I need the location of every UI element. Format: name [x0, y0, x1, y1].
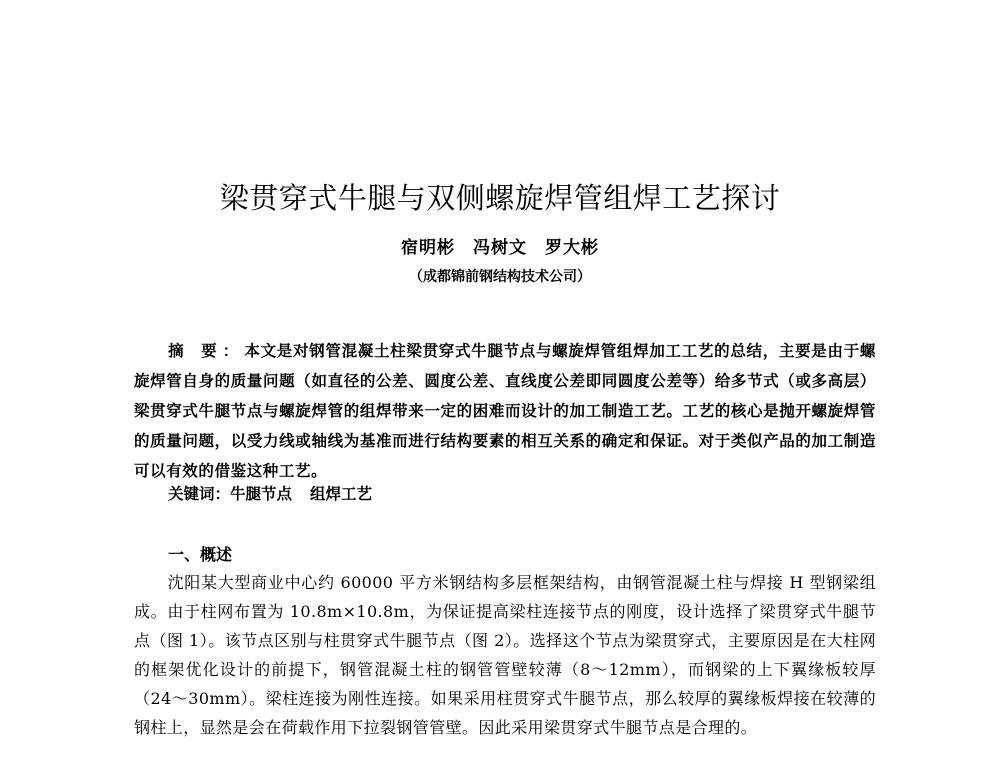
- paper-title: 梁贯穿式牛腿与双侧螺旋焊管组焊工艺探讨: [219, 181, 781, 215]
- keywords-label: 关键词：: [168, 485, 231, 503]
- body-paragraph: 沈阳某大型商业中心约 60000 平方米钢结构多层框架结构，由钢管混凝土柱与焊接 H 型钢梁组成。由于柱网布置为 10.8m×10.8m，为保证提高梁柱连接节点的刚度，设计选择了梁贯穿式牛腿节点（图 1）。该节点区别与柱贯穿式牛腿节点（图 2）。选择这个节点为梁贯穿式，主要原因是在大柱网的框架优化设计的前提下，钢管混凝土柱的钢管管壁较薄（8～12mm），而钢梁的上下翼缘板较厚（24～30mm）。梁柱连接为刚性连接。如果采用柱贯穿式牛腿节点，那么较厚的翼缘板焊接在较薄的钢柱上，显然是会在荷载作用下拉裂钢管管壁。因此采用梁贯穿式牛腿节点是合理的。: [134, 573, 876, 737]
- abstract-label: 摘 要：: [168, 342, 245, 360]
- keyword-item: 组焊工艺: [310, 484, 373, 503]
- abstract: [134, 336, 876, 486]
- paper-affiliation: （成都锦前钢结构技术公司）: [409, 269, 591, 285]
- paper-authors: 宿明彬 冯树文 罗大彬: [401, 238, 599, 258]
- keyword-item: 牛腿节点: [230, 484, 293, 503]
- abstract-text: 本文是对钢管混凝土柱梁贯穿式牛腿节点与螺旋焊管组焊加工工艺的总结，主要是由于螺旋焊管自身的质量问题（如直径的公差、圆度公差、直线度公差即同圆度公差等）给多节式（或多高层）梁贯穿式牛腿节点与螺旋焊管的组焊带来一定的困难而设计的加工制造工艺。工艺的核心是抛开螺旋焊管的质量问题，以受力线或轴线为基准而进行结构要素的相互关系的确定和保证。对于类似产品的加工制造可以有效的借鉴这种工艺。: [134, 341, 876, 480]
- keywords: [168, 482, 868, 504]
- section-heading: 一、概述: [168, 545, 233, 564]
